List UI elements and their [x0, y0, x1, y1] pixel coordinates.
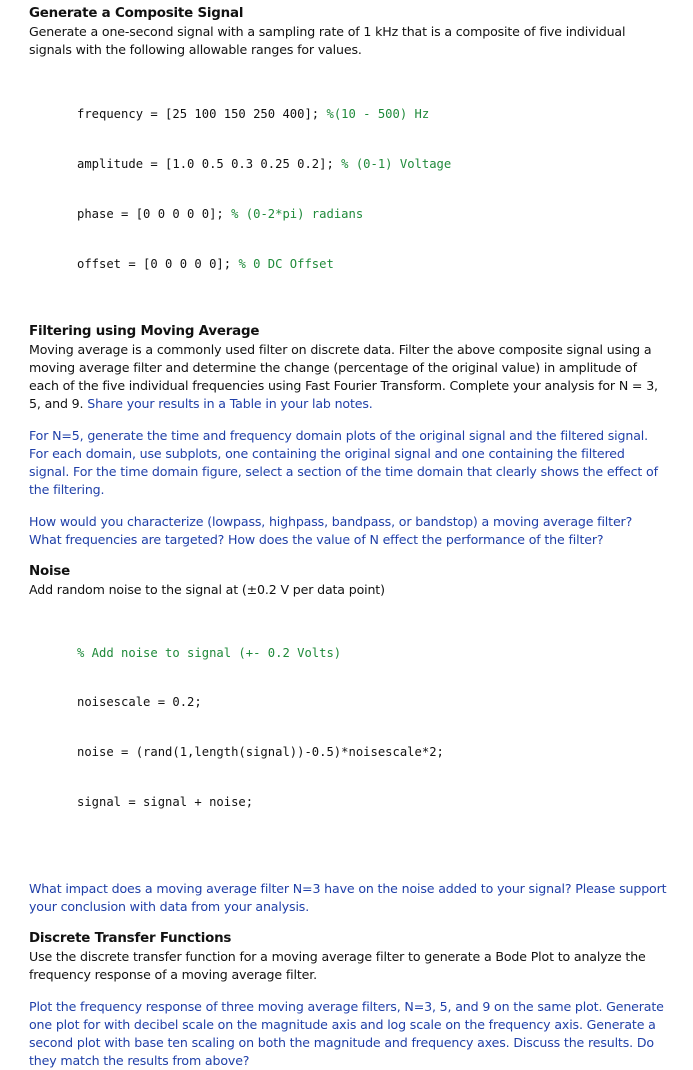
- code-line-noise: [77, 744, 667, 761]
- code-block-noise: [77, 611, 667, 843]
- code-line-offset: [77, 256, 667, 273]
- composite-description: Generate a one-second signal with a sampling rate of 1 kHz that is a composite of five individual signals with the following allowable ranges for values.: [29, 24, 626, 57]
- heading-filtering: Filtering using Moving Average: [29, 324, 260, 340]
- heading-composite-signal: Generate a Composite Signal: [29, 6, 244, 21]
- filtering-plot-instruction: For N=5, generate the time and frequency domain plots of the original signal and the filtered signal. For each domain, use subplots, one containing the original signal and one containing the filtered signal. For the time domain figure, select a section of the time domain that clearly shows the effect of the filtering.: [29, 428, 658, 498]
- filtering-question: How would you characterize (lowpass, highpass, bandpass, or bandstop) a moving average filter? What frequencies are targeted? How does the value of N effect the performance of the filter?: [29, 514, 633, 548]
- code-line-amplitude: [77, 156, 667, 173]
- code-comment: % Add noise to signal (+- 0.2 Volts): [77, 645, 342, 660]
- code-line-noise-comment: [77, 645, 667, 662]
- code-comment: % (0-1) Voltage: [341, 156, 452, 171]
- code-line-noisescale: [77, 694, 667, 711]
- code-text: signal = signal + noise;: [77, 794, 254, 809]
- code-text: amplitude = [1.0 0.5 0.3 0.25 0.2];: [77, 156, 342, 171]
- code-line-frequency: [77, 106, 667, 123]
- transfer-description: Use the discrete transfer function for a moving average filter to generate a Bode Plot to analyze the frequency response of a moving average filter.: [29, 948, 646, 982]
- code-comment: % 0 DC Offset: [238, 256, 334, 271]
- transfer-question: Plot the frequency response of three moving average filters, N=3, 5, and 9 on the same plot. Generate one plot for with decibel scale on the magnitude axis and log scale on the frequency axis. Generate a second plot with base ten scaling on both the magnitude and frequency axes. Discuss the results. Do they match the results from above?: [29, 998, 664, 1068]
- filtering-body-text: Moving average is a commonly used filter on discrete data. Filter the above composite signal using a moving average filter and determine the change (percentage of the original value) in amplitude of each of the five individual frequencies using Fast Fourier Transform. Complete your analysis for N = 3, 5, and 9.: [29, 342, 658, 412]
- heading-noise: Noise: [29, 564, 71, 580]
- filtering-instruction: Share your results in a Table in your lab notes.: [87, 396, 373, 412]
- code-comment: %(10 - 500) Hz: [326, 107, 430, 122]
- filtering-description: [29, 341, 667, 413]
- code-line-phase: [77, 206, 667, 223]
- code-text: noise = (rand(1,length(signal))-0.5)*noisescale*2;: [77, 745, 444, 760]
- code-block-composite: [77, 73, 667, 305]
- code-line-signal: [77, 794, 667, 811]
- code-comment: % (0-2*pi) radians: [231, 206, 364, 221]
- heading-transfer-functions: Discrete Transfer Functions: [29, 930, 232, 946]
- code-text: frequency = [25 100 150 250 400];: [77, 107, 327, 122]
- noise-description: Add random noise to the signal at (±0.2 V per data point): [29, 582, 385, 598]
- code-text: noisescale = 0.2;: [77, 695, 202, 710]
- code-text: offset = [0 0 0 0 0];: [77, 256, 239, 271]
- noise-question: What impact does a moving average filter N=3 have on the noise added to your signal? Please support your conclusion with data from your analysis.: [29, 880, 667, 914]
- code-text: phase = [0 0 0 0 0];: [77, 206, 232, 221]
